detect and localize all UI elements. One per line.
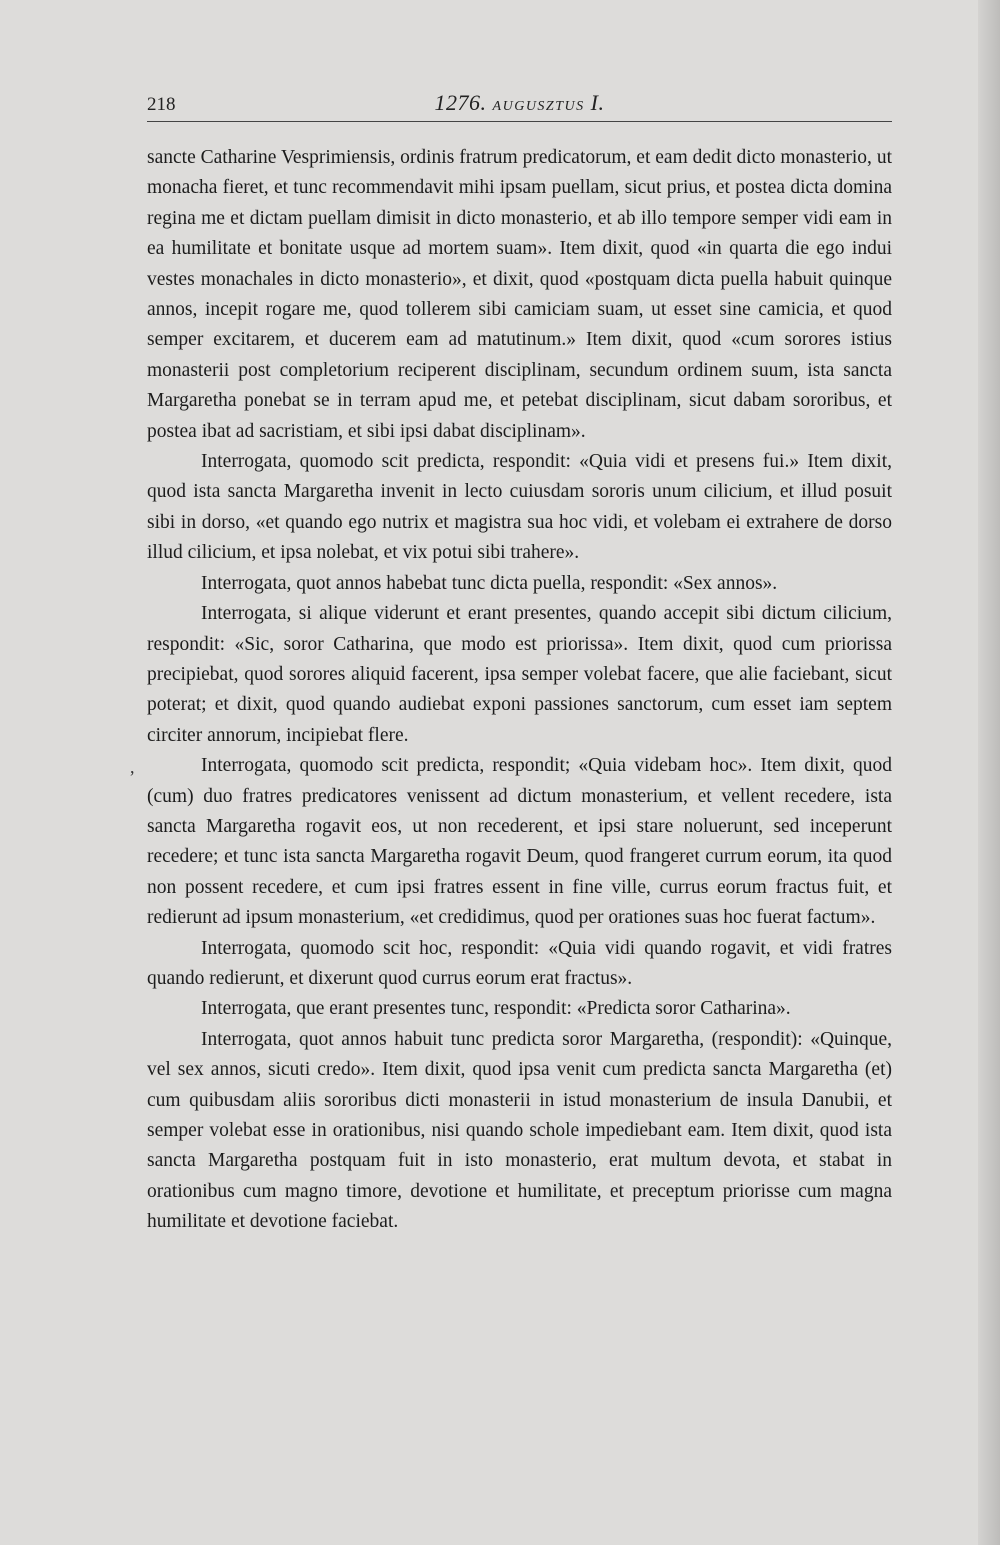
paragraph-8: Interrogata, quot annos habuit tunc predicta soror Margaretha, (respondit): «Quinque, vel sex annos, sicuti credo». Item dixit, quod ipsa venit cum predicta sancta Margaretha (et) cum quibusdam aliis sororibus dicti monasterii in istud monasterium de insula Danubii, et semper volebat esse in orationibus, nisi quando schole impediebant eam. Item dixit, quod ista sancta Margaretha postquam fuit in isto monasterio, erat multum devota, et stabat in orationibus cum magno timore, devotione et humilitate, et preceptum priorisse cum magna humilitate et devotione faciebat.: [147, 1028, 892, 1233]
running-title: [147, 90, 892, 116]
page-edge-shadow: [978, 0, 1000, 1545]
running-title-month: AUGUSZTUS: [492, 99, 585, 114]
running-title-year: 1276.: [434, 90, 487, 115]
margin-mark: ,: [130, 757, 135, 777]
paragraph-1: sancte Catharine Vesprimiensis, ordinis fratrum predicatorum, et eam dedit dicto monasterio, ut monacha fieret, et tunc recommendavit mihi ipsam puellam, sicut prius, et postea dicta domina regina me et dictam puellam dimisit in dicto monasterio, et ab illo tempore semper vidi eam in ea humilitate et bonitate usque ad mortem suam». Item dixit, quod «in quarta die ego indui vestes monachales in dicto monasterio», et dixit, quod «postquam dicta puella habuit quinque annos, incepit rogare me, quod tollerem sibi camiciam suam, ut esset sine camicia, et quod semper excitarem, et ducerem eam ad matutinum.» Item dixit, quod «cum sorores istius monasterii post completorium reciperent disciplinam, secundum ordinem suum, ista sancta Margaretha ponebat se in terram apud me, et petebat disciplinam, sicut dabam sororibus, et postea ibat ad sacristiam, et sibi ipsi dabat disciplinam».: [147, 147, 892, 442]
header-rule: [147, 121, 892, 122]
page-number: 218: [147, 94, 176, 115]
paragraph-7: Interrogata, que erant presentes tunc, respondit: «Predicta soror Catharina».: [201, 998, 791, 1020]
paragraph-2: Interrogata, quomodo scit predicta, respondit: «Quia vidi et presens fui.» Item dixit, quod ista sancta Margaretha invenit in lecto cuiusdam sororis unum cilicium, et illud posuit sibi in dorso, «et quando ego nutrix et magistra sua hoc vidi, et volebam ei extrahere de dorso illud cilicium, et ipsa nolebat, et vix potui sibi trahere».: [147, 451, 892, 564]
paragraph-5: Interrogata, quomodo scit predicta, respondit; «Quia videbam hoc». Item dixit, quod (cum) duo fratres predicatores venissent ad dictum monasterium, et vellent recedere, ista sancta Margaretha rogavit eos, ut non recederent, et ipsi stare noluerunt, sed inceperunt recedere; et tunc ista sancta Margaretha rogavit Deum, quod frangeret currum eorum, ita quod non possent recedere, et cum ipsi fratres essent in fine ville, currus eorum fractus fuit, et redierunt ad ipsum monasterium, «et credidimus, quod per orationes suas hoc fuerat factum».: [147, 755, 892, 929]
running-title-day: I.: [590, 90, 605, 115]
paragraph-3: Interrogata, quot annos habebat tunc dicta puella, respondit: «Sex annos».: [201, 572, 778, 594]
paragraph-4: Interrogata, si alique viderunt et erant presentes, quando accepit sibi dictum cilicium, respondit: «Sic, soror Catharina, que modo est priorissa». Item dixit, quod cum priorissa precipiebat, quod sorores aliquid facerent, ipsa semper volebat facere, que alie faciebant, sicut poterat; et dixit, quod quando audiebat exponi passiones sanctorum, cum esset iam septem circiter annorum, incipiebat flere.: [147, 603, 892, 746]
paragraph-6: Interrogata, quomodo scit hoc, respondit: «Quia vidi quando rogavit, et vidi fratres quando redierunt, et dixerunt quod currus eorum erat fractus».: [147, 937, 892, 989]
body-text: [147, 143, 892, 1238]
running-header: [147, 88, 892, 122]
